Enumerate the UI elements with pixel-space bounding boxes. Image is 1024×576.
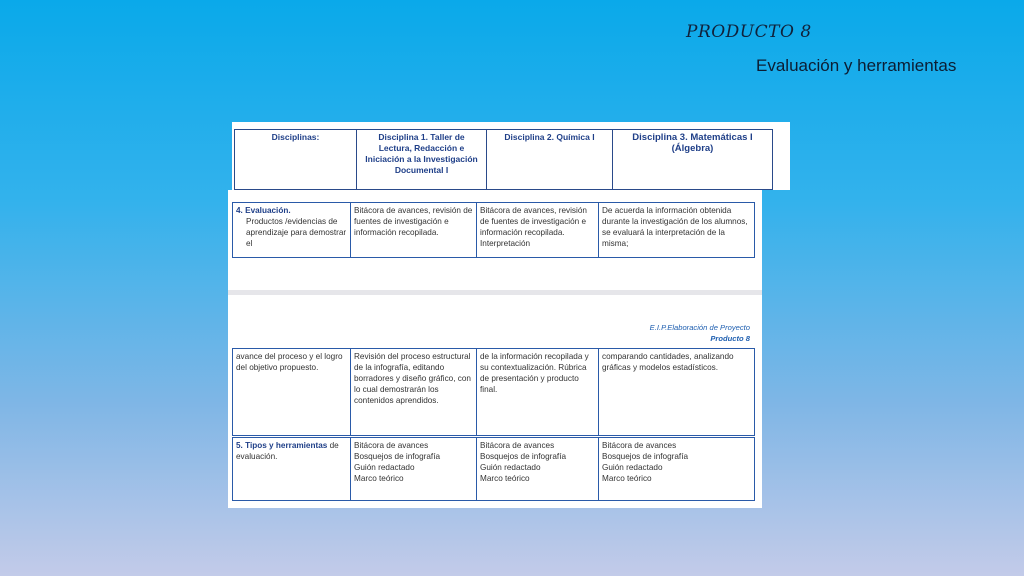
- cell-disciplina-2-cont: de la información recopilada y su contextualización. Rúbrica de presentación y producto final.: [477, 349, 599, 436]
- list-item: Guión redactado: [480, 463, 541, 472]
- project-line-1: E.I.P.Elaboración de Proyecto: [649, 323, 750, 332]
- project-caption: [650, 322, 750, 344]
- cell-disciplina-1: Bitácora de avances, revisión de fuentes de investigación e información recopilada.: [351, 203, 477, 258]
- table-row-herramientas: [233, 438, 755, 501]
- list-item: Bitácora de avances: [480, 441, 555, 450]
- header-disciplina-1: Disciplina 1. Taller de Lectura, Redacción e Iniciación a la Investigación Documental I: [357, 130, 487, 190]
- cell-disciplina-1-cont: Revisión del proceso estructural de la infografía, editando borradores y diseño gráfico, con lo cual demostrarán los contenidos aprendidos.: [351, 349, 477, 436]
- cell-disciplina-3-cont: comparando cantidades, analizando gráficas y modelos estadísticos.: [599, 349, 755, 436]
- list-item: Marco teórico: [354, 474, 404, 483]
- row-label-bold: 5. Tipos y herramientas: [236, 441, 328, 450]
- list-item: Bosquejos de infografía: [354, 452, 441, 461]
- evaluation-table-image: [228, 190, 762, 508]
- cell-tools-1: [351, 438, 477, 501]
- header-row: [235, 130, 773, 190]
- slide-subtitle: Evaluación y herramientas: [756, 56, 957, 75]
- page-break-band: [228, 290, 762, 295]
- row-label-herramientas: [233, 438, 351, 501]
- row-label-bold: 4. Evaluación.: [236, 206, 291, 215]
- cell-tools-2: [477, 438, 599, 501]
- slide-title: PRODUCTO 8: [686, 22, 812, 42]
- header-disciplina-2: Disciplina 2. Química I: [487, 130, 613, 190]
- list-item: Marco teórico: [602, 474, 652, 483]
- header-table-image: [232, 122, 790, 190]
- cell-disciplina-2: Bitácora de avances, revisión de fuentes de investigación e información recopilada. Interpretación: [477, 203, 599, 258]
- list-item: Bitácora de avances: [354, 441, 429, 450]
- table-row-evaluacion: [233, 203, 755, 258]
- list-item: Marco teórico: [480, 474, 530, 483]
- cell-tools-3: [599, 438, 755, 501]
- list-item: Bosquejos de infografía: [602, 452, 689, 461]
- project-line-2: Producto 8: [710, 334, 750, 343]
- table-row-evaluacion-cont: [233, 349, 755, 436]
- row-label-evaluacion: [233, 203, 351, 258]
- header-disciplina-3: Disciplina 3. Matemáticas I (Álgebra): [613, 130, 773, 190]
- list-item: Guión redactado: [602, 463, 663, 472]
- list-item: Guión redactado: [354, 463, 415, 472]
- row-label-rest: de evaluación.: [236, 441, 339, 461]
- list-item: Bosquejos de infografía: [480, 452, 567, 461]
- row-label-rest: Productos /evidencias de aprendizaje para demostrar el: [246, 217, 347, 248]
- cell-disciplina-3: De acuerda la información obtenida durante la investigación de los alumnos, se evaluará la interpretación de la misma;: [599, 203, 755, 258]
- list-item: Bitácora de avances: [602, 441, 677, 450]
- cell-label-cont: avance del proceso y el logro del objetivo propuesto.: [233, 349, 351, 436]
- header-disciplinas: Disciplinas:: [235, 130, 357, 190]
